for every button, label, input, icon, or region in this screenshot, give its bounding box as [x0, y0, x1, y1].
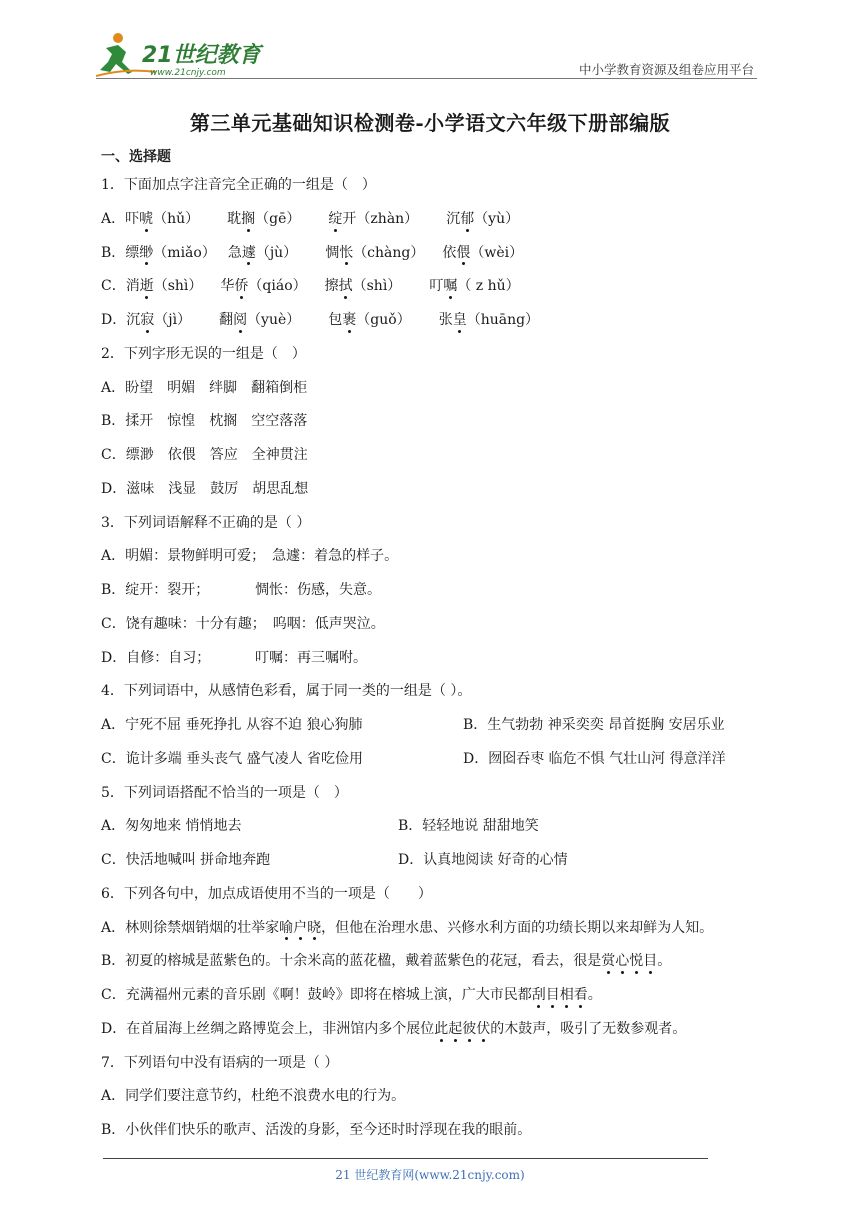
- footer-divider: [103, 1158, 708, 1159]
- opt-text: 。: [657, 953, 672, 970]
- opt-text: 叮: [429, 278, 444, 295]
- opt-text: （huāng）: [466, 312, 540, 328]
- dotted-char: 绽: [328, 203, 342, 237]
- question-7-stem: 7．下列语句中没有语病的一项是（ ）: [101, 1054, 339, 1071]
- question-6-option-d: [101, 1013, 761, 1047]
- question-2-stem: 2．下列字形无误的一组是（ ）: [101, 345, 306, 362]
- opt-text: B．生气勃勃 神采奕奕 昂首挺胸 安居乐业: [463, 717, 725, 733]
- opt-text: 叮嘱：再三嘱咐。: [255, 649, 367, 666]
- dotted-char: 起: [448, 1013, 462, 1047]
- logo-text: 21世纪教育: [142, 43, 261, 68]
- dotted-char: 拭: [339, 270, 353, 304]
- dotted-char: 遽: [242, 237, 256, 271]
- dotted-char: 逝: [140, 270, 154, 304]
- page-header: [0, 0, 860, 80]
- opt-text: （qiáo）: [248, 278, 307, 295]
- dotted-idiom: [279, 912, 321, 946]
- opt-text: 包: [328, 312, 343, 328]
- opt-text: ，但他在治理水患、兴修水利方面的功绩长期以来却鲜为人知。: [321, 919, 714, 936]
- opt-text: D．沉: [101, 312, 141, 328]
- opt-text: 。: [587, 987, 602, 1003]
- question-6-stem: 6．下列各句中，加点成语使用不当的一项是（ ）: [101, 885, 432, 902]
- opt-text: 华: [220, 278, 235, 295]
- opt-text: B．轻轻地说 甜甜地笑: [398, 818, 539, 835]
- opt-text: （miǎo）: [153, 244, 216, 261]
- opt-text: （jì）: [154, 312, 192, 328]
- opt-text: 急: [227, 244, 242, 261]
- opt-text: 依: [442, 244, 457, 261]
- opt-text: （gē）: [255, 210, 301, 227]
- opt-text: 惆怅：伤感，失意。: [255, 582, 381, 598]
- dotted-char: 裹: [342, 304, 356, 338]
- dotted-char: 皇: [453, 304, 467, 338]
- dotted-char: 怅: [339, 237, 353, 271]
- dotted-char: 侨: [234, 270, 248, 304]
- opt-text: 沉: [446, 210, 461, 227]
- dotted-char: 目: [546, 979, 560, 1013]
- dotted-char: 目: [643, 945, 657, 979]
- opt-text: 开（zhàn）: [342, 210, 419, 227]
- question-5-options-cd: [101, 844, 761, 878]
- section-heading: 一、选择题: [101, 149, 171, 165]
- dotted-char: 偎: [456, 237, 470, 271]
- opt-text: （hǔ）: [153, 210, 200, 227]
- dotted-char: 阅: [233, 304, 247, 338]
- question-1-option-c: [101, 270, 761, 304]
- opt-text: （yù）: [474, 210, 520, 227]
- opt-text: D．囫囵吞枣 临危不惧 气壮山河 得意洋洋: [463, 750, 726, 767]
- site-logo: [96, 32, 266, 78]
- dotted-char: 刮: [532, 979, 546, 1013]
- page-title: 第三单元基础知识检测卷-小学语文六年级下册部编版: [189, 111, 671, 135]
- dotted-char: 赏: [601, 945, 615, 979]
- question-3-stem: 3．下列词语解释不正确的是（ ）: [101, 514, 311, 531]
- opt-text: 张: [438, 312, 453, 328]
- question-3-option-d: [101, 642, 761, 676]
- question-1-option-d: [101, 304, 761, 338]
- question-3-option-b: [101, 574, 761, 608]
- opt-text: （guǒ）: [356, 312, 411, 328]
- opt-text: 的木鼓声，吸引了无数参观者。: [490, 1020, 687, 1037]
- question-4-stem: 4．下列词语中，从感情色彩看，属于同一类的一组是（ ）。: [101, 683, 472, 700]
- opt-text: B．初夏的榕城是蓝紫色的。十余米高的蓝花楹，戴着蓝紫色的花冠，看去，很是: [101, 953, 602, 970]
- question-2-option-a: A．盼望 明媚 绊脚 翻箱倒柜: [101, 379, 308, 396]
- question-6-option-c: [101, 979, 761, 1013]
- dotted-char: 喻: [279, 912, 293, 946]
- question-4-options-ab: [101, 709, 761, 743]
- opt-text: C．快活地喊叫 拼命地奔跑: [101, 852, 271, 868]
- opt-text: B．绽开：裂开；: [101, 582, 210, 598]
- opt-text: 擦: [324, 278, 339, 295]
- dotted-char: 此: [434, 1013, 448, 1047]
- opt-text: C．诡计多端 垂头丧气 盛气凌人 省吃俭用: [101, 750, 364, 767]
- dotted-idiom: [434, 1013, 490, 1047]
- opt-text: C．充满福州元素的音乐剧《啊！鼓岭》即将在榕城上演，广大市民都: [101, 987, 532, 1003]
- opt-text: 耽: [227, 210, 242, 227]
- opt-text: C．消: [101, 278, 140, 295]
- footer-text: 21 世纪教育网(www.21cnjy.com): [335, 1168, 525, 1182]
- dotted-char: 唬: [139, 203, 153, 237]
- dotted-char: 看: [574, 979, 588, 1013]
- opt-text: A．宁死不屈 垂死挣扎 从容不迫 狼心狗肺: [101, 717, 363, 733]
- dotted-char: 彼: [462, 1013, 476, 1047]
- dotted-idiom: [601, 945, 657, 979]
- dotted-char: 搁: [241, 203, 255, 237]
- question-5-options-ab: [101, 810, 761, 844]
- opt-text: A．林则徐禁烟销烟的壮举家: [101, 919, 280, 936]
- opt-text: （shì）: [352, 278, 402, 295]
- question-3-option-a: A．明媚：景物鲜明可爱； 急遽：着急的样子。: [101, 548, 399, 565]
- opt-text: （yuè）: [247, 312, 301, 328]
- dotted-char: 晓: [307, 912, 321, 946]
- question-7-option-b: B．小伙伴们快乐的歌声、活泼的身影，至今还时时浮现在我的眼前。: [101, 1122, 532, 1138]
- opt-text: 惆: [325, 244, 340, 261]
- question-2-option-c: C．缥渺 依偎 答应 全神贯注: [101, 447, 308, 463]
- dotted-char: 伏: [476, 1013, 490, 1047]
- dotted-char: 寂: [140, 304, 154, 338]
- logo-url-text: www.21cnjy.com: [150, 68, 226, 78]
- dotted-char: 郁: [460, 203, 474, 237]
- opt-text: 翻: [219, 312, 234, 328]
- opt-text: A．匆匆地来 悄悄地去: [101, 818, 242, 835]
- opt-text: （wèi）: [470, 244, 524, 261]
- question-1-stem: 1．下面加点字注音完全正确的一组是（ ）: [101, 177, 376, 193]
- dotted-char: 户: [293, 912, 307, 946]
- question-1-option-a: [101, 203, 761, 237]
- question-2-option-b: B．揉开 惊惶 枕搁 空空落落: [101, 413, 308, 430]
- question-2-option-d: D．滋味 浅显 鼓厉 胡思乱想: [101, 480, 309, 497]
- site-tagline: 中小学教育资源及组卷应用平台: [578, 62, 754, 77]
- opt-text: D．自修：自习；: [101, 649, 211, 666]
- runner-logo-icon: [96, 32, 266, 78]
- dotted-idiom: [532, 979, 588, 1013]
- dotted-char: 相: [560, 979, 574, 1013]
- question-7-option-a: A．同学们要注意节约，杜绝不浪费水电的行为。: [101, 1088, 406, 1105]
- question-1-option-b: [101, 237, 761, 271]
- dotted-char: 缈: [139, 237, 153, 271]
- question-4-options-cd: [101, 743, 761, 777]
- dotted-char: 心: [615, 945, 629, 979]
- opt-text: （shì）: [153, 278, 203, 295]
- opt-text: （ z hǔ）: [457, 278, 520, 295]
- header-divider: [96, 78, 757, 79]
- opt-text: A．吓: [101, 210, 140, 227]
- question-6-option-a: [101, 912, 761, 946]
- opt-text: B．缥: [101, 244, 140, 261]
- opt-text: （jù）: [255, 244, 298, 261]
- opt-text: D．认真地阅读 好奇的心情: [398, 852, 568, 868]
- opt-text: D．在首届海上丝绸之路博览会上，非洲馆内多个展位: [101, 1020, 435, 1037]
- exam-body: [101, 145, 761, 1148]
- dotted-char: 悦: [629, 945, 643, 979]
- question-5-stem: 5．下列词语搭配不恰当的一项是（ ）: [101, 784, 348, 801]
- dotted-char: 嘱: [443, 270, 457, 304]
- question-3-option-c: C．饶有趣味：十分有趣； 呜咽：低声哭泣。: [101, 615, 385, 632]
- question-6-option-b: [101, 945, 761, 979]
- opt-text: （chàng）: [353, 244, 425, 261]
